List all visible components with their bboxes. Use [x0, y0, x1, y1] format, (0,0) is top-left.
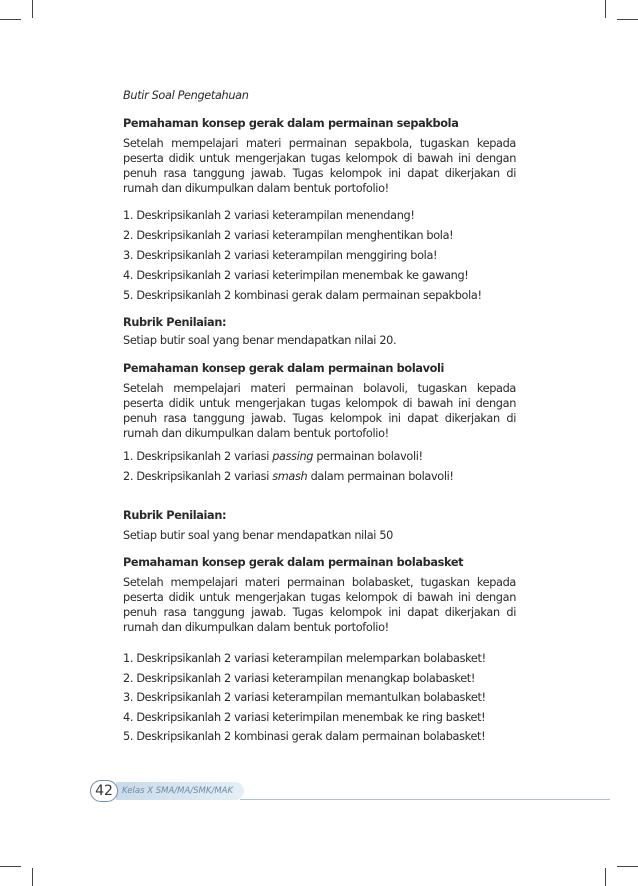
crop-mark: [617, 19, 638, 20]
section-bolavoli: [123, 361, 516, 543]
crop-mark: [0, 866, 21, 867]
crop-mark: [32, 868, 33, 886]
list-item: 5. Deskripsikanlah 2 kombinasi gerak dalam permainan sepakbola!: [123, 289, 482, 302]
rubric-heading: Rubrik Penilaian:: [123, 509, 227, 522]
footer-line: [240, 799, 610, 800]
list-item: 5. Deskripsikanlah 2 kombinasi gerak dalam permainan bolabasket!: [123, 730, 486, 743]
section-paragraph: Setelah mempelajari materi permainan bolabasket, tugaskan kepada peserta didik untuk mengerjakan tugas kelompok di bawah ini dengan penuh rasa tanggung jawab. Tugas kelompok ini dapat dikerjakan di rumah dan dikumpulkan dalam bentuk portofolio!: [123, 576, 516, 634]
question-list: [123, 208, 516, 308]
list-item: 4. Deskripsikanlah 2 variasi keterimpilan menembak ke ring basket!: [123, 710, 486, 724]
rubric-heading: Rubrik Penilaian:: [123, 316, 227, 329]
crop-mark: [605, 0, 606, 18]
question-list: [123, 449, 516, 489]
list-item: 2. Deskripsikanlah 2 variasi keterampilan menghentikan bola!: [123, 229, 454, 242]
section-paragraph: Setelah mempelajari materi permainan bolavoli, tugaskan kepada peserta didik untuk mengerjakan tugas kelompok di bawah ini dengan penuh rasa tanggung jawab. Tugas kelompok ini dapat dikerjakan di rumah dan dikumpulkan dalam bentuk portofolio!: [123, 382, 516, 440]
rubric-text: Setiap butir soal yang benar mendapatkan nilai 50: [123, 529, 393, 542]
crop-mark: [0, 19, 21, 20]
section-bolabasket: [123, 555, 516, 749]
rubric-text: Setiap butir soal yang benar mendapatkan nilai 20.: [123, 334, 397, 347]
list-item: 1. Deskripsikanlah 2 variasi keterampilan melemparkan bolabasket!: [123, 652, 486, 665]
section-sepakbola: [123, 116, 516, 348]
list-item: 1. Deskripsikanlah 2 variasi passing permainan bolavoli!: [123, 450, 423, 463]
term-passing: passing: [272, 450, 314, 463]
term-smash: smash: [272, 470, 308, 483]
section-paragraph: Setelah mempelajari materi permainan sepakbola, tugaskan kepada peserta didik untuk mengerjakan tugas kelompok di bawah ini dengan penuh rasa tanggung jawab. Tugas kelompok ini dapat dikerjakan di rumah dan dikumpulkan dalam bentuk portofolio!: [123, 137, 516, 195]
list-item: 4. Deskripsikanlah 2 variasi keterimpilan menembak ke gawang!: [123, 269, 469, 282]
footer-label: Kelas X SMA/MA/SMK/MAK: [122, 786, 234, 796]
page-content: [123, 88, 516, 749]
page-subtitle: Butir Soal Pengetahuan: [123, 89, 249, 102]
question-list: [123, 651, 516, 749]
crop-mark: [605, 868, 606, 886]
page-footer: [90, 780, 610, 802]
list-item: 3. Deskripsikanlah 2 variasi keterampilan memantulkan bolabasket!: [123, 691, 486, 704]
list-item: 3. Deskripsikanlah 2 variasi keterampilan menggiring bola!: [123, 249, 438, 262]
section-heading: Pemahaman konsep gerak dalam permainan sepakbola: [123, 117, 459, 130]
section-heading: Pemahaman konsep gerak dalam permainan bolabasket: [123, 556, 464, 569]
crop-mark: [617, 866, 638, 867]
section-heading: Pemahaman konsep gerak dalam permainan bolavoli: [123, 362, 445, 375]
crop-mark: [32, 0, 33, 18]
list-item: 2. Deskripsikanlah 2 variasi smash dalam permainan bolavoli!: [123, 470, 454, 483]
page-number: 42: [90, 780, 118, 802]
list-item: 2. Deskripsikanlah 2 variasi keterampilan menangkap bolabasket!: [123, 671, 476, 685]
list-item: 1. Deskripsikanlah 2 variasi keterampilan menendang!: [123, 209, 415, 222]
